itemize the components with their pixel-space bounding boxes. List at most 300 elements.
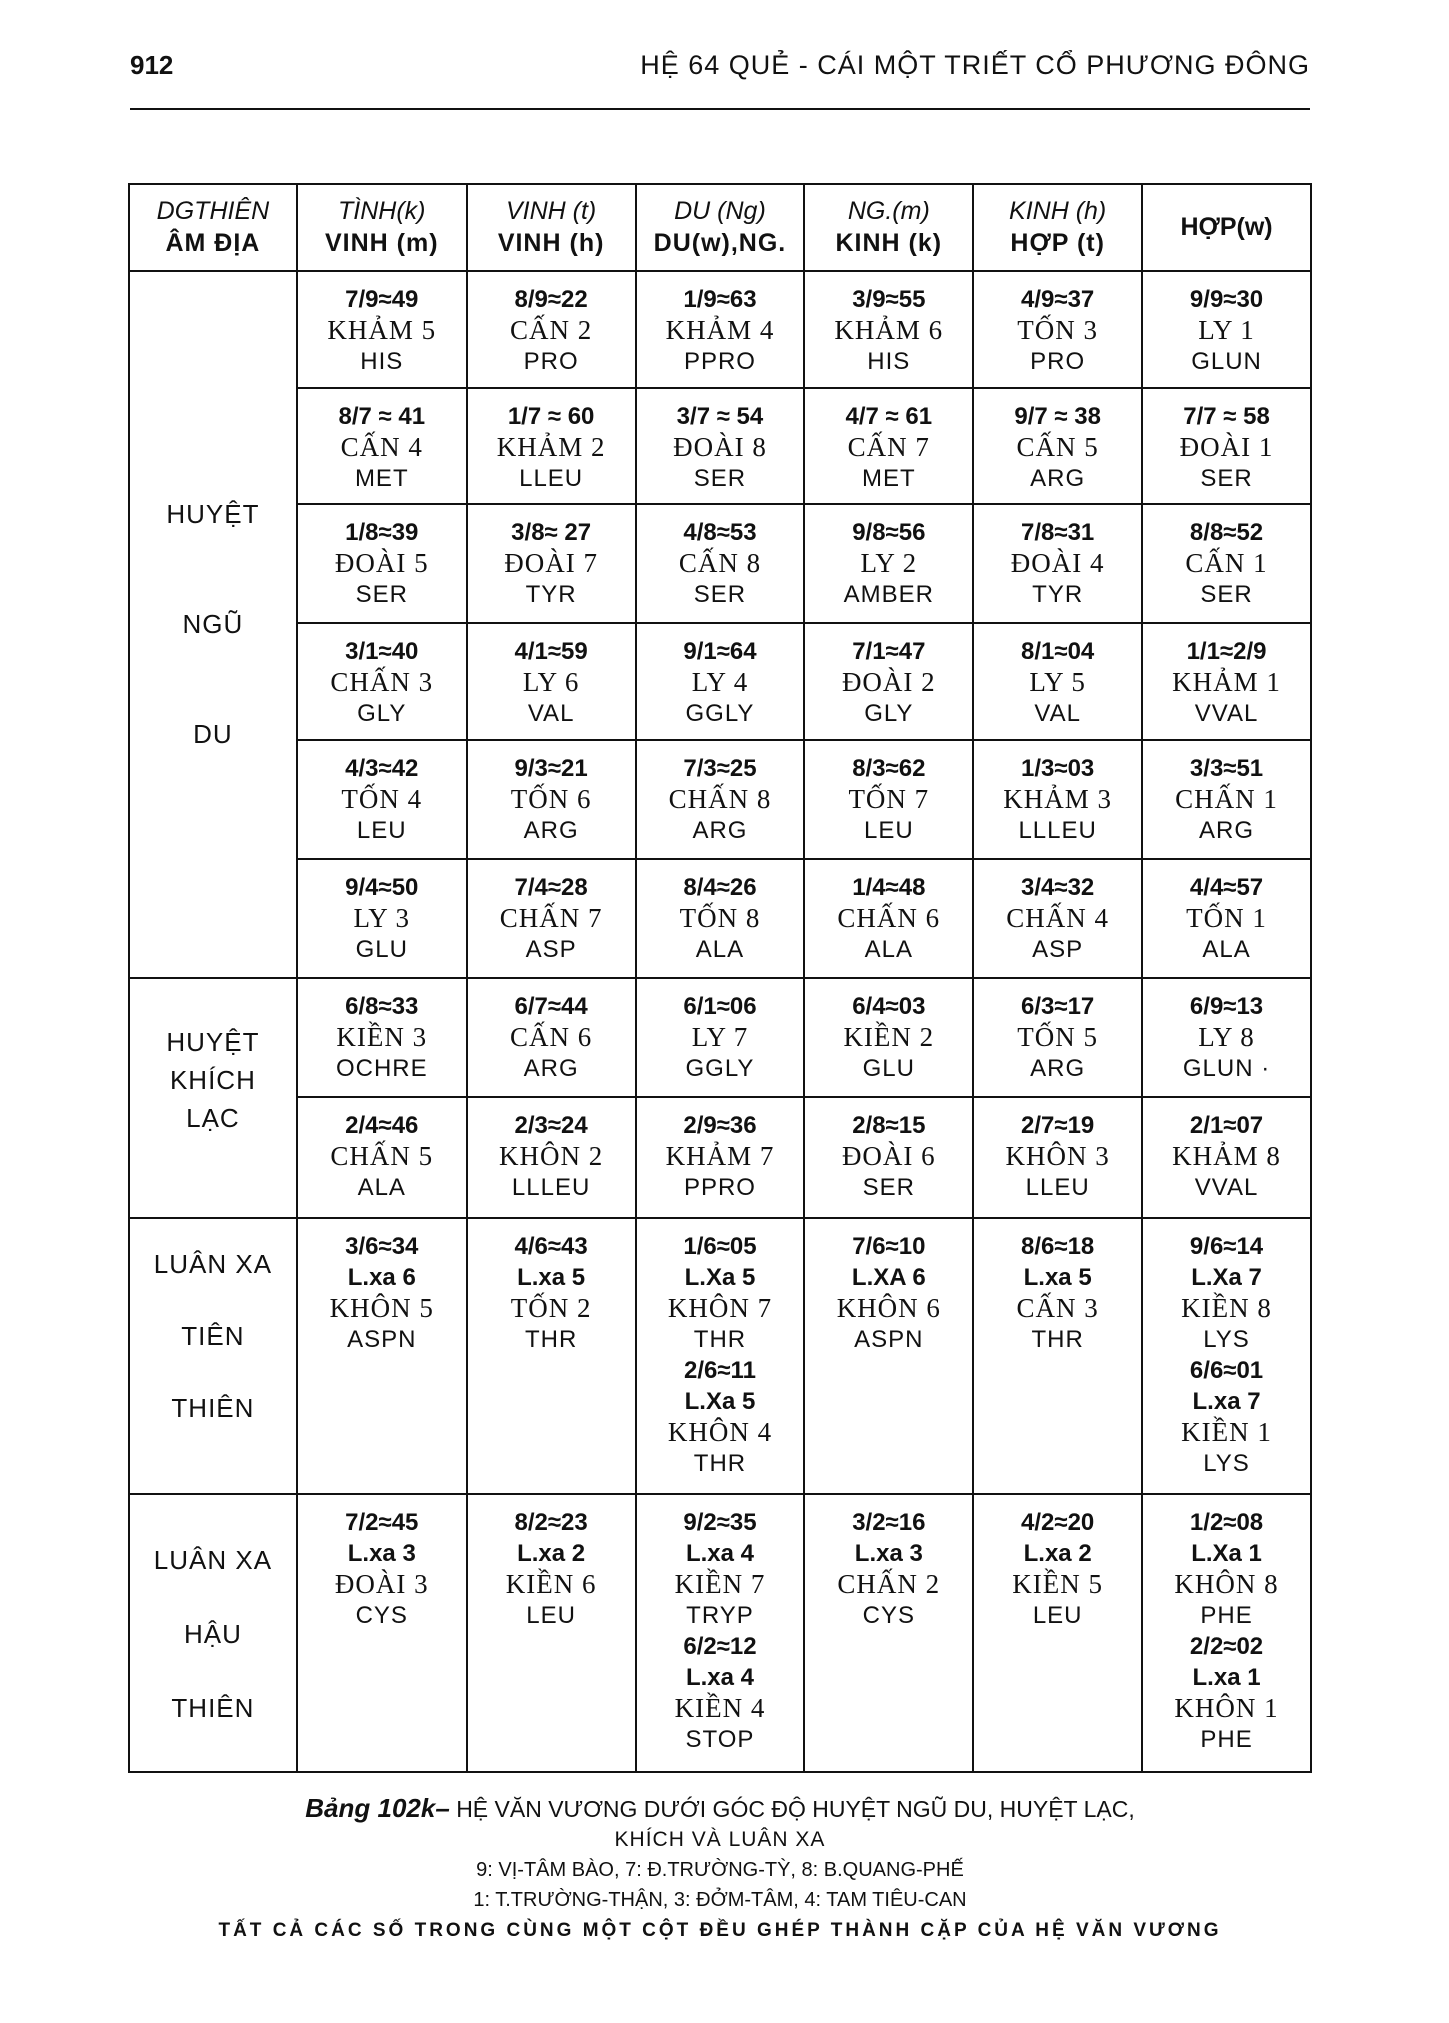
cell-ratio: 1/9≈63 bbox=[683, 285, 757, 313]
table-cell bbox=[297, 271, 467, 388]
cell-amino-code: LEU bbox=[356, 817, 407, 845]
cell-ratio: 8/6≈18 bbox=[1021, 1232, 1095, 1260]
table-row bbox=[129, 740, 1311, 859]
cell-trigram: KIỀN 5 bbox=[1012, 1568, 1104, 1599]
cell-ratio: 9/7 ≈ 38 bbox=[1014, 402, 1101, 430]
cell-amino-code: MET bbox=[354, 464, 409, 492]
cell-ratio: 3/8≈ 27 bbox=[511, 519, 592, 547]
cell-luan-xa: L.xa 3 bbox=[854, 1539, 923, 1567]
cell-content bbox=[637, 979, 804, 1084]
cell-content bbox=[468, 624, 635, 729]
cell-trigram: KHẢM 6 bbox=[834, 314, 944, 345]
cell-amino-code: GLU bbox=[355, 936, 408, 964]
table-cell bbox=[636, 623, 805, 740]
cell-amino-code: ARG bbox=[1030, 1054, 1086, 1082]
table-cell bbox=[973, 623, 1142, 740]
cell-trigram: KHÔN 4 bbox=[667, 1416, 773, 1447]
cell-trigram: KIỀN 8 bbox=[1181, 1292, 1272, 1323]
cell-amino-code: THR bbox=[693, 1325, 747, 1353]
cell-content bbox=[805, 272, 972, 377]
cell-trigram: CẤN 4 bbox=[340, 431, 423, 462]
cell-amino-code: ALA bbox=[357, 1173, 406, 1201]
cell-trigram: TỐN 3 bbox=[1017, 314, 1099, 345]
cell-luan-xa: L.XA 6 bbox=[851, 1263, 926, 1291]
cell-luan-xa: L.xa 4 bbox=[685, 1663, 754, 1691]
column-header: DU (Ng) DU(w),NG. bbox=[636, 184, 805, 271]
table-row bbox=[129, 1494, 1311, 1772]
cell-amino-code: CYS bbox=[355, 1601, 408, 1629]
cell-amino-code: TYR bbox=[1032, 581, 1084, 609]
cell-luan-xa: L.xa 5 bbox=[1023, 1263, 1092, 1291]
cell-content bbox=[974, 1495, 1141, 1631]
cell-trigram: TỐN 7 bbox=[848, 784, 930, 815]
table-cell bbox=[297, 1218, 467, 1494]
cell-trigram: TỐN 6 bbox=[510, 784, 592, 815]
caption-line-3: 9: VỊ-TÂM BÀO, 7: Đ.TRƯỜNG-TỲ, 8: B.QUANG-PHẾ bbox=[476, 1859, 964, 1881]
cell-trigram: LY 5 bbox=[1029, 667, 1086, 698]
cell-amino-code: TRYP bbox=[686, 1601, 754, 1629]
cell-trigram: TỐN 4 bbox=[341, 784, 423, 815]
table-cell bbox=[297, 623, 467, 740]
cell-ratio: 8/9≈22 bbox=[514, 285, 588, 313]
group-huyet-khich-lac: HUYỆT KHÍCH LẠC bbox=[129, 978, 297, 1218]
table-caption bbox=[128, 1792, 1312, 1947]
table-cell bbox=[1142, 978, 1311, 1097]
cell-amino-code: PPRO bbox=[683, 347, 756, 375]
cell-ratio: 6/2≈12 bbox=[683, 1632, 757, 1660]
cell-trigram: TỐN 1 bbox=[1186, 903, 1267, 934]
cell-ratio: 7/2≈45 bbox=[345, 1508, 419, 1536]
cell-content bbox=[468, 505, 635, 610]
cell-content bbox=[1143, 1098, 1310, 1203]
table-cell bbox=[973, 740, 1142, 859]
cell-content bbox=[637, 624, 804, 729]
cell-trigram: LY 8 bbox=[1198, 1021, 1255, 1052]
cell-ratio: 1/4≈48 bbox=[852, 874, 926, 902]
caption-line-1 bbox=[128, 1792, 1312, 1825]
cell-trigram: CHẤN 7 bbox=[499, 903, 603, 934]
cell-trigram: CẤN 8 bbox=[678, 548, 762, 579]
cell-ratio: 7/9≈49 bbox=[345, 285, 419, 313]
cell-content bbox=[298, 389, 466, 494]
cell-trigram: ĐOÀI 1 bbox=[1179, 431, 1274, 462]
cell-amino-code: LLEU bbox=[1025, 1173, 1090, 1201]
cell-trigram: KIỀN 6 bbox=[505, 1568, 597, 1599]
table-cell bbox=[804, 1218, 973, 1494]
cell-content bbox=[637, 1219, 804, 1479]
cell-ratio: 3/1≈40 bbox=[345, 638, 419, 666]
cell-amino-code: GLUN · bbox=[1182, 1054, 1271, 1082]
table-cell bbox=[804, 1097, 973, 1218]
cell-trigram: KHẢM 5 bbox=[327, 314, 437, 345]
cell-content bbox=[468, 389, 635, 494]
cell-ratio: 8/3≈62 bbox=[852, 755, 926, 783]
table-cell bbox=[636, 1494, 805, 1772]
table-row bbox=[129, 271, 1311, 388]
cell-ratio: 7/3≈25 bbox=[683, 755, 757, 783]
cell-amino-code: ALA bbox=[1202, 936, 1251, 964]
cell-ratio: 6/7≈44 bbox=[514, 992, 588, 1020]
cell-amino-code: SER bbox=[693, 581, 747, 609]
page-number: 912 bbox=[130, 50, 174, 80]
cell-trigram: ĐOÀI 5 bbox=[334, 548, 429, 579]
caption-line-4: 1: T.TRƯỜNG-THẬN, 3: ĐỞM-TÂM, 4: TAM TIÊU-CAN bbox=[473, 1889, 967, 1911]
table-cell bbox=[467, 978, 636, 1097]
cell-trigram: ĐOÀI 7 bbox=[504, 548, 598, 579]
cell-content bbox=[298, 272, 466, 377]
cell-trigram: TỐN 8 bbox=[679, 903, 761, 934]
cell-amino-code: LEU bbox=[1032, 1601, 1083, 1629]
group-luan-xa-tien-thien: LUÂN XA TIÊN THIÊN bbox=[129, 1218, 297, 1494]
cell-ratio: 4/7 ≈ 61 bbox=[845, 402, 933, 430]
table-row bbox=[129, 859, 1311, 978]
cell-content bbox=[805, 624, 972, 729]
column-header: TÌNH(k) VINH (m) bbox=[297, 184, 467, 271]
cell-trigram: KHÔN 6 bbox=[836, 1292, 941, 1323]
table-cell bbox=[1142, 1218, 1311, 1494]
cell-content bbox=[637, 389, 804, 494]
cell-trigram: KIỀN 7 bbox=[674, 1568, 766, 1599]
table-cell bbox=[804, 859, 973, 978]
cell-ratio: 1/7 ≈ 60 bbox=[507, 402, 595, 430]
table-cell bbox=[467, 1218, 636, 1494]
cell-content bbox=[298, 741, 466, 846]
cell-amino-code: SER bbox=[693, 464, 747, 492]
cell-content bbox=[1143, 624, 1310, 729]
cell-ratio: 1/6≈05 bbox=[683, 1232, 757, 1260]
cell-amino-code: PPRO bbox=[683, 1173, 756, 1201]
cell-trigram: LY 6 bbox=[522, 667, 580, 698]
cell-amino-code: LLEU bbox=[519, 464, 584, 492]
cell-content bbox=[298, 624, 466, 729]
cell-trigram: CHẤN 1 bbox=[1175, 784, 1278, 815]
cell-trigram: LY 4 bbox=[691, 667, 749, 698]
cell-ratio: 4/6≈43 bbox=[514, 1232, 588, 1260]
cell-trigram: KHẢM 2 bbox=[496, 431, 606, 462]
cell-trigram: KHẢM 8 bbox=[1172, 1140, 1281, 1171]
cell-amino-code: GLY bbox=[864, 700, 914, 728]
cell-ratio: 9/1≈64 bbox=[683, 638, 757, 666]
cell-ratio: 6/4≈03 bbox=[852, 992, 926, 1020]
cell-ratio: 9/2≈35 bbox=[683, 1508, 757, 1536]
cell-luan-xa: L.xa 7 bbox=[1192, 1387, 1261, 1415]
caption-title: HỆ VĂN VƯƠNG DƯỚI GÓC ĐỘ HUYỆT NGŨ DU, HUYỆT LẠC, bbox=[456, 1796, 1135, 1822]
table-cell bbox=[636, 1097, 805, 1218]
cell-ratio: 7/1≈47 bbox=[852, 638, 926, 666]
cell-amino-code: ASP bbox=[525, 936, 577, 964]
caption-line-5: TẤT CẢ CÁC SỐ TRONG CÙNG MỘT CỘT ĐỀU GHÉP THÀNH CẶP CỦA HỆ VĂN VƯƠNG bbox=[218, 1920, 1222, 1941]
table-cell bbox=[636, 388, 805, 505]
cell-content bbox=[1143, 979, 1310, 1084]
cell-ratio: 2/3≈24 bbox=[514, 1111, 588, 1139]
column-header: HỢP(w) bbox=[1142, 184, 1311, 271]
cell-trigram: KHẢM 7 bbox=[665, 1140, 775, 1171]
column-header: DGTHIÊN ÂM ĐỊA bbox=[129, 184, 297, 271]
cell-trigram: KHÔN 2 bbox=[499, 1140, 604, 1171]
cell-ratio: 3/6≈34 bbox=[345, 1232, 419, 1260]
cell-amino-code: OCHRE bbox=[335, 1054, 428, 1082]
cell-trigram: CẤN 2 bbox=[509, 314, 593, 345]
cell-trigram: LY 7 bbox=[691, 1021, 749, 1052]
cell-content bbox=[468, 860, 635, 965]
cell-luan-xa: L.xa 6 bbox=[347, 1263, 416, 1291]
table-cell bbox=[973, 859, 1142, 978]
cell-trigram: CẤN 6 bbox=[509, 1021, 593, 1052]
cell-amino-code: GGLY bbox=[685, 700, 755, 728]
cell-amino-code: THR bbox=[693, 1449, 747, 1477]
cell-luan-xa: L.Xa 1 bbox=[1191, 1539, 1262, 1567]
table-cell bbox=[467, 859, 636, 978]
cell-content bbox=[468, 741, 635, 846]
cell-ratio: 1/1≈2/9 bbox=[1186, 638, 1267, 666]
cell-amino-code: VAL bbox=[1034, 700, 1081, 728]
cell-content bbox=[974, 979, 1141, 1084]
table-cell bbox=[1142, 388, 1311, 505]
cell-amino-code: HIS bbox=[360, 347, 404, 375]
cell-content bbox=[1143, 389, 1310, 494]
cell-content bbox=[298, 505, 466, 610]
cell-content bbox=[468, 1098, 635, 1203]
cell-trigram: KHẢM 1 bbox=[1172, 667, 1281, 698]
cell-ratio: 6/8≈33 bbox=[345, 992, 419, 1020]
cell-luan-xa: L.Xa 5 bbox=[684, 1387, 756, 1415]
cell-trigram: CHẤN 2 bbox=[837, 1568, 941, 1599]
table-cell bbox=[1142, 859, 1311, 978]
table-cell bbox=[636, 978, 805, 1097]
cell-ratio: 2/6≈11 bbox=[684, 1356, 756, 1384]
cell-content bbox=[805, 741, 972, 846]
table-cell bbox=[973, 978, 1142, 1097]
caption-lead: Bảng 102k– bbox=[305, 1793, 450, 1823]
cell-amino-code: STOP bbox=[685, 1725, 755, 1753]
table-row bbox=[129, 388, 1311, 505]
cell-trigram: CHẤN 5 bbox=[330, 1140, 434, 1171]
cell-amino-code: HIS bbox=[867, 347, 911, 375]
cell-luan-xa: L.xa 2 bbox=[1023, 1539, 1092, 1567]
cell-trigram: CẤN 5 bbox=[1016, 431, 1099, 462]
cell-luan-xa: L.Xa 5 bbox=[684, 1263, 756, 1291]
cell-trigram: ĐOÀI 4 bbox=[1010, 548, 1105, 579]
cell-ratio: 4/9≈37 bbox=[1021, 285, 1095, 313]
cell-content bbox=[974, 1098, 1141, 1203]
column-header: VINH (t) VINH (h) bbox=[467, 184, 636, 271]
table-cell bbox=[467, 504, 636, 623]
cell-ratio: 1/2≈08 bbox=[1189, 1508, 1264, 1536]
table-cell bbox=[297, 388, 467, 505]
table-cell bbox=[973, 271, 1142, 388]
cell-trigram: KHÔN 8 bbox=[1174, 1568, 1279, 1599]
table-cell bbox=[297, 1097, 467, 1218]
cell-amino-code: VVAL bbox=[1194, 700, 1259, 728]
cell-trigram: ĐOÀI 8 bbox=[673, 431, 767, 462]
cell-ratio: 8/2≈23 bbox=[514, 1508, 588, 1536]
cell-ratio: 8/8≈52 bbox=[1189, 519, 1264, 547]
cell-amino-code: PRO bbox=[523, 347, 579, 375]
cell-trigram: CHẤN 4 bbox=[1006, 903, 1110, 934]
cell-ratio: 6/1≈06 bbox=[683, 992, 757, 1020]
cell-trigram: KHẢM 4 bbox=[665, 314, 775, 345]
cell-luan-xa: L.xa 3 bbox=[347, 1539, 416, 1567]
cell-ratio: 6/6≈01 bbox=[1189, 1356, 1264, 1384]
table-cell bbox=[297, 504, 467, 623]
cell-amino-code: SER bbox=[355, 581, 408, 609]
header-row bbox=[129, 184, 1311, 271]
cell-content bbox=[805, 979, 972, 1084]
cell-content bbox=[974, 860, 1141, 965]
table-cell bbox=[467, 1097, 636, 1218]
cell-amino-code: ARG bbox=[523, 817, 579, 845]
column-header: NG.(m) KINH (k) bbox=[804, 184, 973, 271]
table-cell bbox=[636, 859, 805, 978]
table-cell bbox=[804, 1494, 973, 1772]
cell-ratio: 4/3≈42 bbox=[345, 755, 419, 783]
cell-ratio: 9/8≈56 bbox=[852, 519, 926, 547]
cell-ratio: 4/4≈57 bbox=[1189, 874, 1264, 902]
table-cell bbox=[1142, 504, 1311, 623]
cell-amino-code: ARG bbox=[523, 1054, 579, 1082]
cell-luan-xa: L.Xa 7 bbox=[1191, 1263, 1262, 1291]
table-cell bbox=[297, 859, 467, 978]
cell-ratio: 4/1≈59 bbox=[514, 638, 588, 666]
cell-content bbox=[805, 389, 972, 494]
cell-ratio: 1/3≈03 bbox=[1021, 755, 1095, 783]
table-cell bbox=[1142, 1097, 1311, 1218]
cell-amino-code: LLLEU bbox=[1018, 817, 1097, 845]
cell-content bbox=[1143, 1495, 1310, 1755]
cell-amino-code: LLLEU bbox=[511, 1173, 591, 1201]
group-luan-xa-hau-thien: LUÂN XA HẬU THIÊN bbox=[129, 1494, 297, 1772]
cell-amino-code: THR bbox=[524, 1325, 578, 1353]
table-row bbox=[129, 978, 1311, 1097]
cell-ratio: 7/7 ≈ 58 bbox=[1183, 402, 1270, 430]
wen-wang-table bbox=[128, 183, 1312, 1773]
cell-trigram: KIỀN 3 bbox=[336, 1021, 428, 1052]
cell-content bbox=[1143, 741, 1310, 846]
cell-trigram: KIỀN 4 bbox=[674, 1692, 766, 1723]
cell-amino-code: SER bbox=[862, 1173, 915, 1201]
cell-ratio: 9/9≈30 bbox=[1189, 285, 1264, 313]
table-cell bbox=[467, 623, 636, 740]
cell-amino-code: CYS bbox=[862, 1601, 915, 1629]
cell-trigram: KHÔN 5 bbox=[329, 1292, 434, 1323]
cell-trigram: LY 3 bbox=[353, 903, 411, 934]
table-cell bbox=[804, 978, 973, 1097]
cell-content bbox=[974, 741, 1141, 846]
table-cell bbox=[636, 271, 805, 388]
cell-content bbox=[805, 860, 972, 965]
running-title: HỆ 64 QUẺ - CÁI MỘT TRIẾT CỔ PHƯƠNG ĐÔNG bbox=[640, 50, 1310, 80]
cell-ratio: 8/1≈04 bbox=[1021, 638, 1095, 666]
cell-content bbox=[974, 624, 1141, 729]
cell-content bbox=[468, 979, 635, 1084]
cell-amino-code: ALA bbox=[695, 936, 745, 964]
table-cell bbox=[297, 978, 467, 1097]
cell-ratio: 7/8≈31 bbox=[1021, 519, 1095, 547]
cell-ratio: 3/2≈16 bbox=[852, 1508, 926, 1536]
cell-content bbox=[637, 1098, 804, 1203]
cell-trigram: LY 1 bbox=[1198, 314, 1255, 345]
cell-trigram: KHẢM 3 bbox=[1003, 784, 1113, 815]
header-rule bbox=[130, 108, 1310, 110]
cell-amino-code: PHE bbox=[1200, 1725, 1253, 1753]
cell-amino-code: LYS bbox=[1203, 1449, 1250, 1477]
cell-ratio: 6/9≈13 bbox=[1189, 992, 1264, 1020]
cell-content bbox=[805, 505, 972, 610]
cell-content bbox=[637, 505, 804, 610]
cell-amino-code: LYS bbox=[1203, 1325, 1250, 1353]
cell-ratio: 2/2≈02 bbox=[1189, 1632, 1264, 1660]
cell-trigram: KHÔN 7 bbox=[667, 1292, 773, 1323]
cell-content bbox=[974, 1219, 1141, 1355]
cell-ratio: 3/9≈55 bbox=[852, 285, 926, 313]
table-cell bbox=[804, 388, 973, 505]
cell-content bbox=[468, 1219, 635, 1355]
cell-ratio: 4/8≈53 bbox=[683, 519, 757, 547]
cell-trigram: CẤN 1 bbox=[1185, 548, 1268, 579]
cell-content bbox=[637, 272, 804, 377]
cell-amino-code: VVAL bbox=[1194, 1173, 1259, 1201]
cell-amino-code: GGLY bbox=[685, 1054, 755, 1082]
cell-ratio: 8/4≈26 bbox=[683, 874, 757, 902]
cell-trigram: ĐOÀI 2 bbox=[841, 667, 936, 698]
table-cell bbox=[636, 1218, 805, 1494]
cell-luan-xa: L.xa 4 bbox=[685, 1539, 754, 1567]
cell-ratio: 3/3≈51 bbox=[1189, 755, 1264, 783]
table-cell bbox=[636, 504, 805, 623]
cell-trigram: CHẤN 3 bbox=[330, 667, 434, 698]
table-cell bbox=[297, 1494, 467, 1772]
cell-amino-code: LEU bbox=[526, 1601, 576, 1629]
cell-amino-code: ASP bbox=[1032, 936, 1084, 964]
table-cell bbox=[973, 1218, 1142, 1494]
table-cell bbox=[1142, 740, 1311, 859]
cell-amino-code: PRO bbox=[1030, 347, 1086, 375]
cell-ratio: 1/8≈39 bbox=[345, 519, 419, 547]
cell-ratio: 3/7 ≈ 54 bbox=[676, 402, 764, 430]
cell-trigram: ĐOÀI 3 bbox=[334, 1568, 429, 1599]
cell-trigram: KHÔN 1 bbox=[1174, 1692, 1279, 1723]
table-cell bbox=[973, 504, 1142, 623]
table-cell bbox=[804, 623, 973, 740]
column-header: KINH (h) HỢP (t) bbox=[973, 184, 1142, 271]
table-cell bbox=[1142, 271, 1311, 388]
cell-content bbox=[468, 1495, 635, 1631]
table-cell bbox=[973, 1097, 1142, 1218]
table-cell bbox=[804, 271, 973, 388]
cell-content bbox=[298, 860, 466, 965]
cell-amino-code: ARG bbox=[692, 817, 748, 845]
cell-ratio: 7/6≈10 bbox=[852, 1232, 926, 1260]
table-cell bbox=[467, 271, 636, 388]
cell-content bbox=[298, 1098, 466, 1203]
page-header bbox=[130, 44, 1310, 88]
cell-ratio: 2/7≈19 bbox=[1021, 1111, 1095, 1139]
cell-content bbox=[1143, 505, 1310, 610]
table-cell bbox=[467, 740, 636, 859]
table-row bbox=[129, 1097, 1311, 1218]
cell-luan-xa: L.xa 5 bbox=[517, 1263, 586, 1291]
cell-amino-code: VAL bbox=[527, 700, 575, 728]
cell-ratio: 7/4≈28 bbox=[514, 874, 588, 902]
cell-content bbox=[468, 272, 635, 377]
table-cell bbox=[297, 740, 467, 859]
cell-ratio: 2/4≈46 bbox=[345, 1111, 419, 1139]
cell-content bbox=[637, 1495, 804, 1755]
cell-amino-code: GLUN bbox=[1191, 347, 1262, 375]
cell-trigram: CẤN 7 bbox=[847, 431, 930, 462]
table-row bbox=[129, 1218, 1311, 1494]
table-row bbox=[129, 504, 1311, 623]
